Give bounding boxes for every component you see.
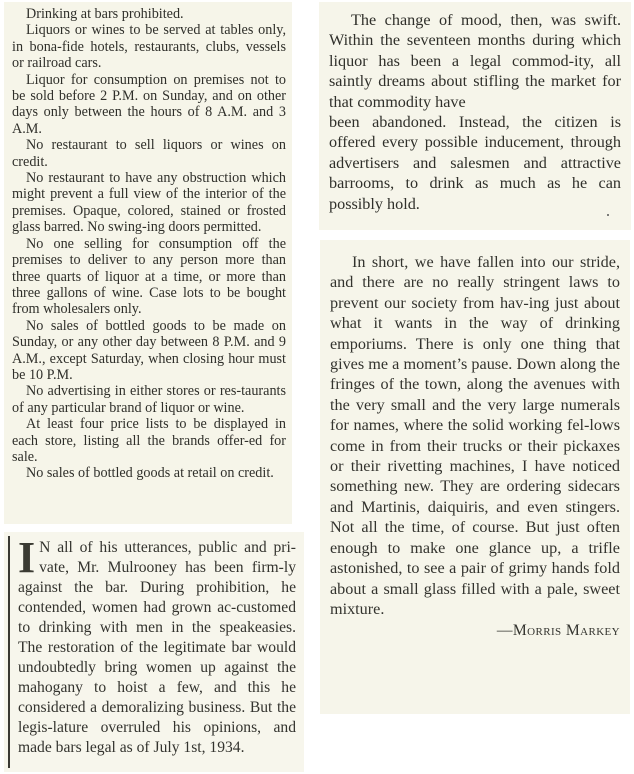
provision: No sales of bottled goods to be made on Sunday, or any other day between 8 P.M. and 9 A.M., except Saturday, when closing hour must be 10 P.M.	[12, 317, 286, 383]
speck	[607, 214, 609, 216]
provision: No restaurant to sell liquors or wines on credit.	[12, 137, 286, 170]
provision: No one selling for consumption off the premises to deliver to any person more than three quarts of liquor at a time, or more than three gallons of wine. Case lots to be bought from wholesalers only.	[12, 235, 286, 318]
provision: Drinking at bars prohibited.	[26, 6, 184, 22]
mulrooney-clipping	[4, 532, 304, 772]
mulrooney-text: N all of his utterances, public and pri-vate, Mr. Mulrooney has been firm-ly against the bar. During prohibition, he contended, women had grown ac-customed to drinking with men in the speakeasies. The restoration of the legitimate bar would undoubtedly bring women up against the mahogany to hoist a few, and this he considered a demoralizing business. But the legis-lature overruled his opinions, and made bars legal as of July 1st, 1934.	[18, 539, 296, 756]
short-clipping	[320, 240, 630, 714]
signature: —Morris Markey	[496, 622, 620, 640]
mulrooney-paragraph	[18, 533, 296, 758]
legal-provisions-clipping	[4, 2, 292, 524]
mood-paragraph-part2: been abandoned. Instead, the citizen is offered every possible inducement, through advertisers and salesmen and attractive barrooms, to drink as much as he can possibly hold.	[329, 113, 621, 213]
provision: No sales of bottled goods at retail on credit.	[26, 465, 274, 482]
clipping-edge-line	[8, 536, 10, 768]
drop-cap: I	[18, 533, 36, 582]
provision: Liquors or wines to be served at tables only, in bona-fide hotels, restaurants, clubs, vessels or railroad cars.	[12, 22, 286, 72]
mood-paragraph-part1: The change of mood, then, was swift. Within the seventeen months during which liquor has been a legal commod-ity, all saintly dreams about stifling the market for that commodity have	[329, 11, 621, 111]
short-paragraph: In short, we have fallen into our stride, and there are no really stringent laws to prevent our society from hav-ing just about what it wants in the way of drinking emporiums. There is only one thing that gives me a moment’s pause. Down along the fringes of the town, along the avenues with the very small and the very large numerals for names, where the solid working fel-lows come in from their trucks or their pickaxes or their rivetting machines, I have noticed something new. They are ordering sidecars and Martinis, daiquiris, and even stingers. Not all the time, of course. But just often enough to make one glance up, a trifle astonished, to see a pair of grimy hands fold about a small glass filled with a pale, sweet mixture.	[330, 253, 620, 618]
provision: Liquor for consumption on premises not to be sold before 2 P.M. on Sunday, and on other days only between the hours of 8 A.M. and 3 A.M.	[12, 71, 286, 137]
provision: At least four price lists to be displayed in each store, listing all the brands offer-ed for sale.	[12, 416, 286, 465]
mood-clipping	[319, 2, 631, 230]
provision: No advertising in either stores or res-taurants of any particular brand of liquor or wine.	[12, 383, 286, 416]
provision: No restaurant to have any obstruction which might prevent a full view of the interior of the premises. Opaque, colored, stained or frosted glass barred. No swing-ing doors permitted.	[12, 170, 286, 236]
